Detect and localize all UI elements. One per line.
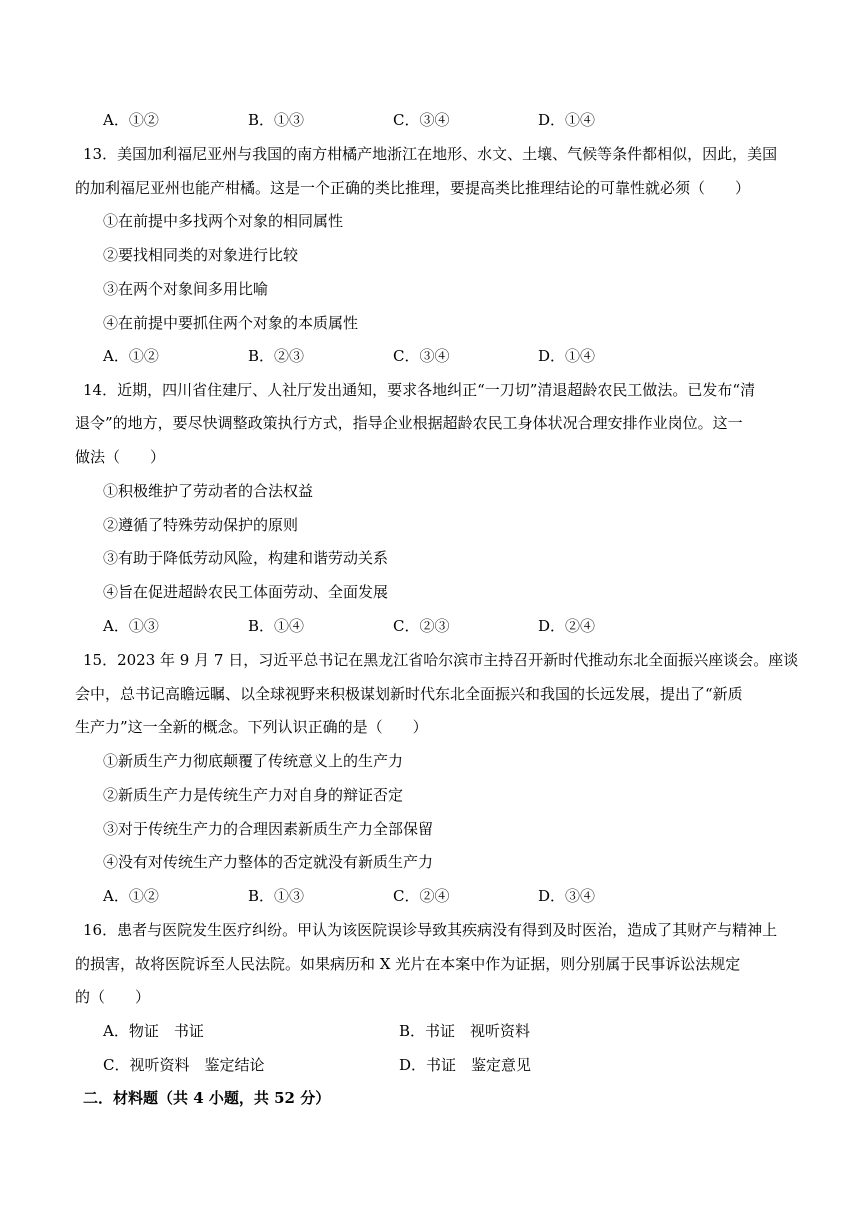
q13-item-4: ④在前提中要抓住两个对象的本质属性 bbox=[103, 314, 359, 332]
q15-option-c: C．②④ bbox=[393, 887, 450, 905]
q16-option-b: B．书证 视听资料 bbox=[399, 1022, 531, 1040]
q13-option-a: A．①② bbox=[103, 347, 159, 365]
q16-stem-line-3: 的（ ） bbox=[75, 988, 151, 1006]
q12-option-a: A．①② bbox=[103, 111, 159, 129]
q14-option-a: A．①③ bbox=[103, 617, 159, 635]
q16-stem-line-1: 16．患者与医院发生医疗纠纷。甲认为该医院误诊导致其疾病没有得到及时医治，造成了其财产与精神上 bbox=[83, 921, 778, 939]
q13-stem-line-1: 13．美国加利福尼亚州与我国的南方柑橘产地浙江在地形、水文、土壤、气候等条件都相似，因此，美国 bbox=[83, 145, 778, 163]
q14-item-1: ①积极维护了劳动者的合法权益 bbox=[103, 482, 314, 500]
q14-options bbox=[103, 616, 823, 636]
q15-stem-line-1: 15．2023 年 9 月 7 日，习近平总书记在黑龙江省哈尔滨市主持召开新时代推动东北全面振兴座谈会。座谈 bbox=[83, 651, 799, 669]
q14-item-2: ②遵循了特殊劳动保护的原则 bbox=[103, 516, 299, 534]
q13-stem-line-2: 的加利福尼亚州也能产柑橘。这是一个正确的类比推理，要提高类比推理结论的可靠性就必须（ ） bbox=[75, 179, 751, 197]
q15-option-b: B．①③ bbox=[248, 887, 305, 905]
q15-item-3: ③对于传统生产力的合理因素新质生产力全部保留 bbox=[103, 820, 434, 838]
q16-option-a: A．物证 书证 bbox=[103, 1022, 204, 1040]
q15-item-1: ①新质生产力彻底颠覆了传统意义上的生产力 bbox=[103, 752, 404, 770]
q15-item-2: ②新质生产力是传统生产力对自身的辩证否定 bbox=[103, 786, 404, 804]
q16-option-c: C．视听资料 鉴定结论 bbox=[103, 1056, 265, 1074]
q15-option-a: A．①② bbox=[103, 887, 159, 905]
q15-stem-line-2: 会中，总书记高瞻远瞩、以全球视野来积极谋划新时代东北全面振兴和我国的长远发展，提出了“新质 bbox=[75, 685, 743, 703]
q13-item-2: ②要找相同类的对象进行比较 bbox=[103, 246, 299, 264]
q15-option-d: D．③④ bbox=[538, 887, 596, 905]
q14-stem-line-2: 退令”的地方，要尽快调整政策执行方式，指导企业根据超龄农民工身体状况合理安排作业岗位。这一 bbox=[75, 414, 743, 432]
q13-options bbox=[103, 346, 823, 366]
q15-stem-line-3: 生产力”这一全新的概念。下列认识正确的是（ ） bbox=[75, 718, 428, 736]
q16-options-row-2 bbox=[103, 1055, 823, 1075]
q12-options bbox=[103, 110, 823, 130]
q13-option-c: C．③④ bbox=[393, 347, 450, 365]
q14-option-c: C．②③ bbox=[393, 617, 450, 635]
q16-options-row-1 bbox=[103, 1021, 823, 1041]
q14-option-d: D．②④ bbox=[538, 617, 596, 635]
q16-stem-line-2: 的损害，故将医院诉至人民法院。如果病历和 X 光片在本案中作为证据，则分别属于民事诉讼法规定 bbox=[75, 955, 741, 973]
q13-item-3: ③在两个对象间多用比喻 bbox=[103, 280, 269, 298]
q15-options bbox=[103, 886, 823, 906]
q13-option-b: B．②③ bbox=[248, 347, 305, 365]
q14-item-4: ④旨在促进超龄农民工体面劳动、全面发展 bbox=[103, 583, 389, 601]
q14-stem-line-3: 做法（ ） bbox=[75, 448, 166, 466]
q14-stem-line-1: 14．近期，四川省住建厅、人社厅发出通知，要求各地纠正“一刀切”清退超龄农民工做法。已发布“清 bbox=[83, 381, 756, 399]
q14-option-b: B．①④ bbox=[248, 617, 305, 635]
q15-item-4: ④没有对传统生产力整体的否定就没有新质生产力 bbox=[103, 853, 434, 871]
q14-item-3: ③有助于降低劳动风险，构建和谐劳动关系 bbox=[103, 549, 389, 567]
q12-option-d: D．①④ bbox=[538, 111, 596, 129]
q12-option-c: C．③④ bbox=[393, 111, 450, 129]
q13-option-d: D．①④ bbox=[538, 347, 596, 365]
section-heading: 二．材料题（共 4 小题，共 52 分） bbox=[83, 1089, 331, 1107]
q12-option-b: B．①③ bbox=[248, 111, 305, 129]
q13-item-1: ①在前提中多找两个对象的相同属性 bbox=[103, 212, 344, 230]
q16-option-d: D．书证 鉴定意见 bbox=[399, 1056, 532, 1074]
